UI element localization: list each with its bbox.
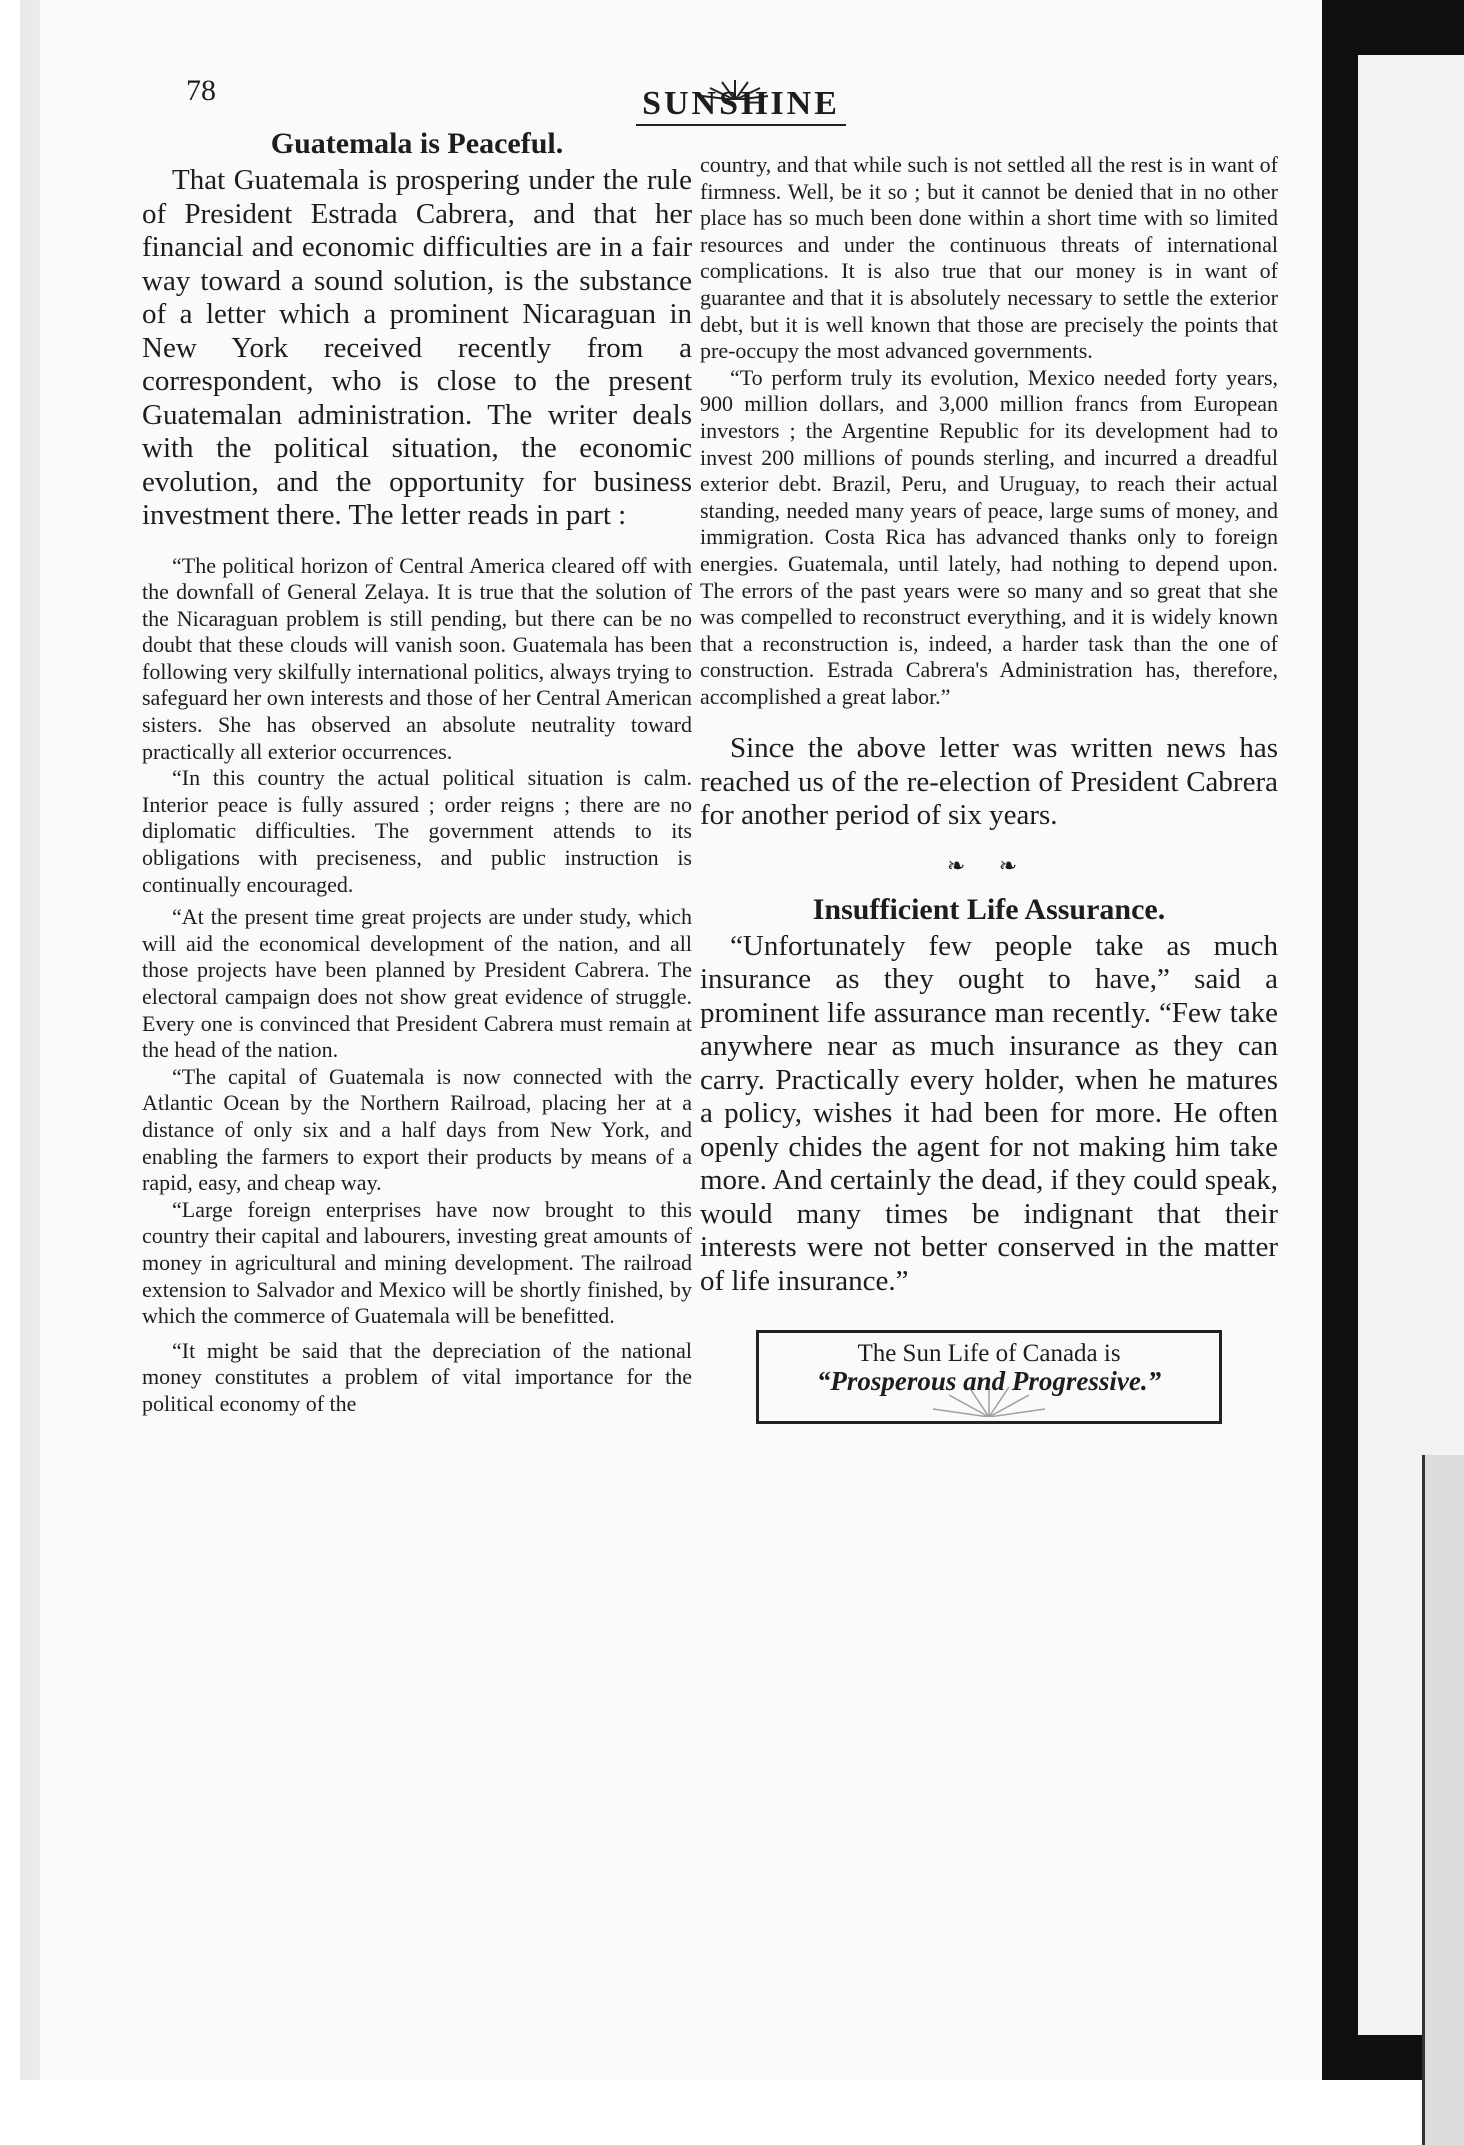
article-title: Guatemala is Peaceful. xyxy=(270,127,564,160)
letter-paragraph: “In this country the actual political situation is calm. Interior peace is fully assured ; order reigns ; there are no diplomatic difficulties. The government attends to its obligations with preciseness, and public instruction is continually encouraged. xyxy=(142,765,692,897)
article-intro: That Guatemala is prospering under the rule of President Estrada Cabrera, and that her financial and economic difficulties are in a fair way toward a sound solution, is the substance of a letter which a prominent Nicaraguan in New York received recently from a correspondent, who is close to the present Guatemalan administration. The writer deals with the political situation, the economic evolution, and the opportunity for business investment there. The letter reads in part : xyxy=(142,164,692,531)
rising-sun-icon xyxy=(929,1383,1049,1417)
article-body: “Unfortunately few people take as much insurance as they ought to have,” said a prominent life assurance man recently. “Few take anywhere near as much insurance as they can carry. Practically every holder, when he matures a policy, wishes it had been for more. He often openly chides the agent for not making him take more. And certainly the dead, if they could speak, would many times be indignant that their interests were not better conserved in the matter of life insurance.” xyxy=(700,929,1278,1297)
adjacent-page-frame xyxy=(1422,1455,1464,2145)
masthead-title: SUNSHINE xyxy=(636,84,846,126)
advertisement-box xyxy=(756,1330,1222,1424)
article-postscript: Since the above letter was written news has reached us of the re-election of President Cabrera for another period of six years. xyxy=(700,732,1278,832)
article-title: Insufficient Life Assurance. xyxy=(812,892,1166,926)
letter-paragraph: “The capital of Guatemala is now connected with the Atlantic Ocean by the Northern Railroad, placing her at a distance of only six and a half days from New York, and enabling the farmers to export their products by means of a rapid, easy, and cheap way. xyxy=(142,1063,692,1196)
letter-paragraph: “It might be said that the depreciation of the national money constitutes a problem of vital importance for the political economy of the xyxy=(142,1337,692,1416)
letter-continuation: country, and that while such is not settled all the rest is in want of firmness. Well, be it so ; but it cannot be denied that in no other place has so much been done within a short time with so limited resources and under the continuous threats of international complications. It is also true that our money is in want of guarantee and that it is absolutely necessary to settle the exterior debt, but it is well known that those are precisely the points that pre-occupy the most advanced governments. xyxy=(700,152,1278,364)
letter-paragraph: “At the present time great projects are under study, which will aid the economical development of the nation, and all those projects have been planned by President Cabrera. The electoral campaign does not show great evidence of struggle. Every one is convinced that President Cabrera must remain at the head of the nation. xyxy=(142,904,692,1063)
ad-slogan: “Prosperous and Progressive.” xyxy=(816,1365,1162,1396)
letter-paragraph: “To perform truly its evolution, Mexico needed forty years, 900 million dollars, and 3,000 million francs from European investors ; the Argentine Republic for its development had to invest 200 millions of pounds sterling, and incurred a dreadful exterior debt. Brazil, Peru, and Uruguay, to reach their actual standing, needed many years of peace, large sums of money, and immigration. Costa Rica has advanced thanks only to foreign energies. Guatemala, until lately, had nothing to depend upon. The errors of the past years were so many and so great that she was compelled to reconstruct everything, and it is widely known that a reconstruction is, indeed, a harder task than the one of construction. Estrada Cabrera's Administration has, therefore, accomplished a great labor.” xyxy=(700,364,1278,709)
right-column xyxy=(700,152,1278,1424)
left-column xyxy=(142,124,692,1418)
letter-paragraph: “The political horizon of Central America cleared off with the downfall of General Zelaya. It is true that the solution of the Nicaraguan problem is still pending, but there can be no doubt that these clouds will vanish soon. Guatemala has been following very skilfully international politics, always trying to safeguard her own interests and those of her Central American sisters. She has observed an absolute neutrality toward practically all exterior occurrences. xyxy=(142,552,692,764)
section-divider: ❧ ❧ xyxy=(946,852,1032,878)
ad-headline: The Sun Life of Canada is xyxy=(857,1340,1121,1368)
page-number: 78 xyxy=(186,74,216,107)
letter-paragraph: “Large foreign enterprises have now brought to this country their capital and labourers, investing great amounts of money in agricultural and mining development. The railroad extension to Salvador and Mexico will be shortly finished, by which the commerce of Guatemala will be benefitted. xyxy=(142,1196,692,1329)
